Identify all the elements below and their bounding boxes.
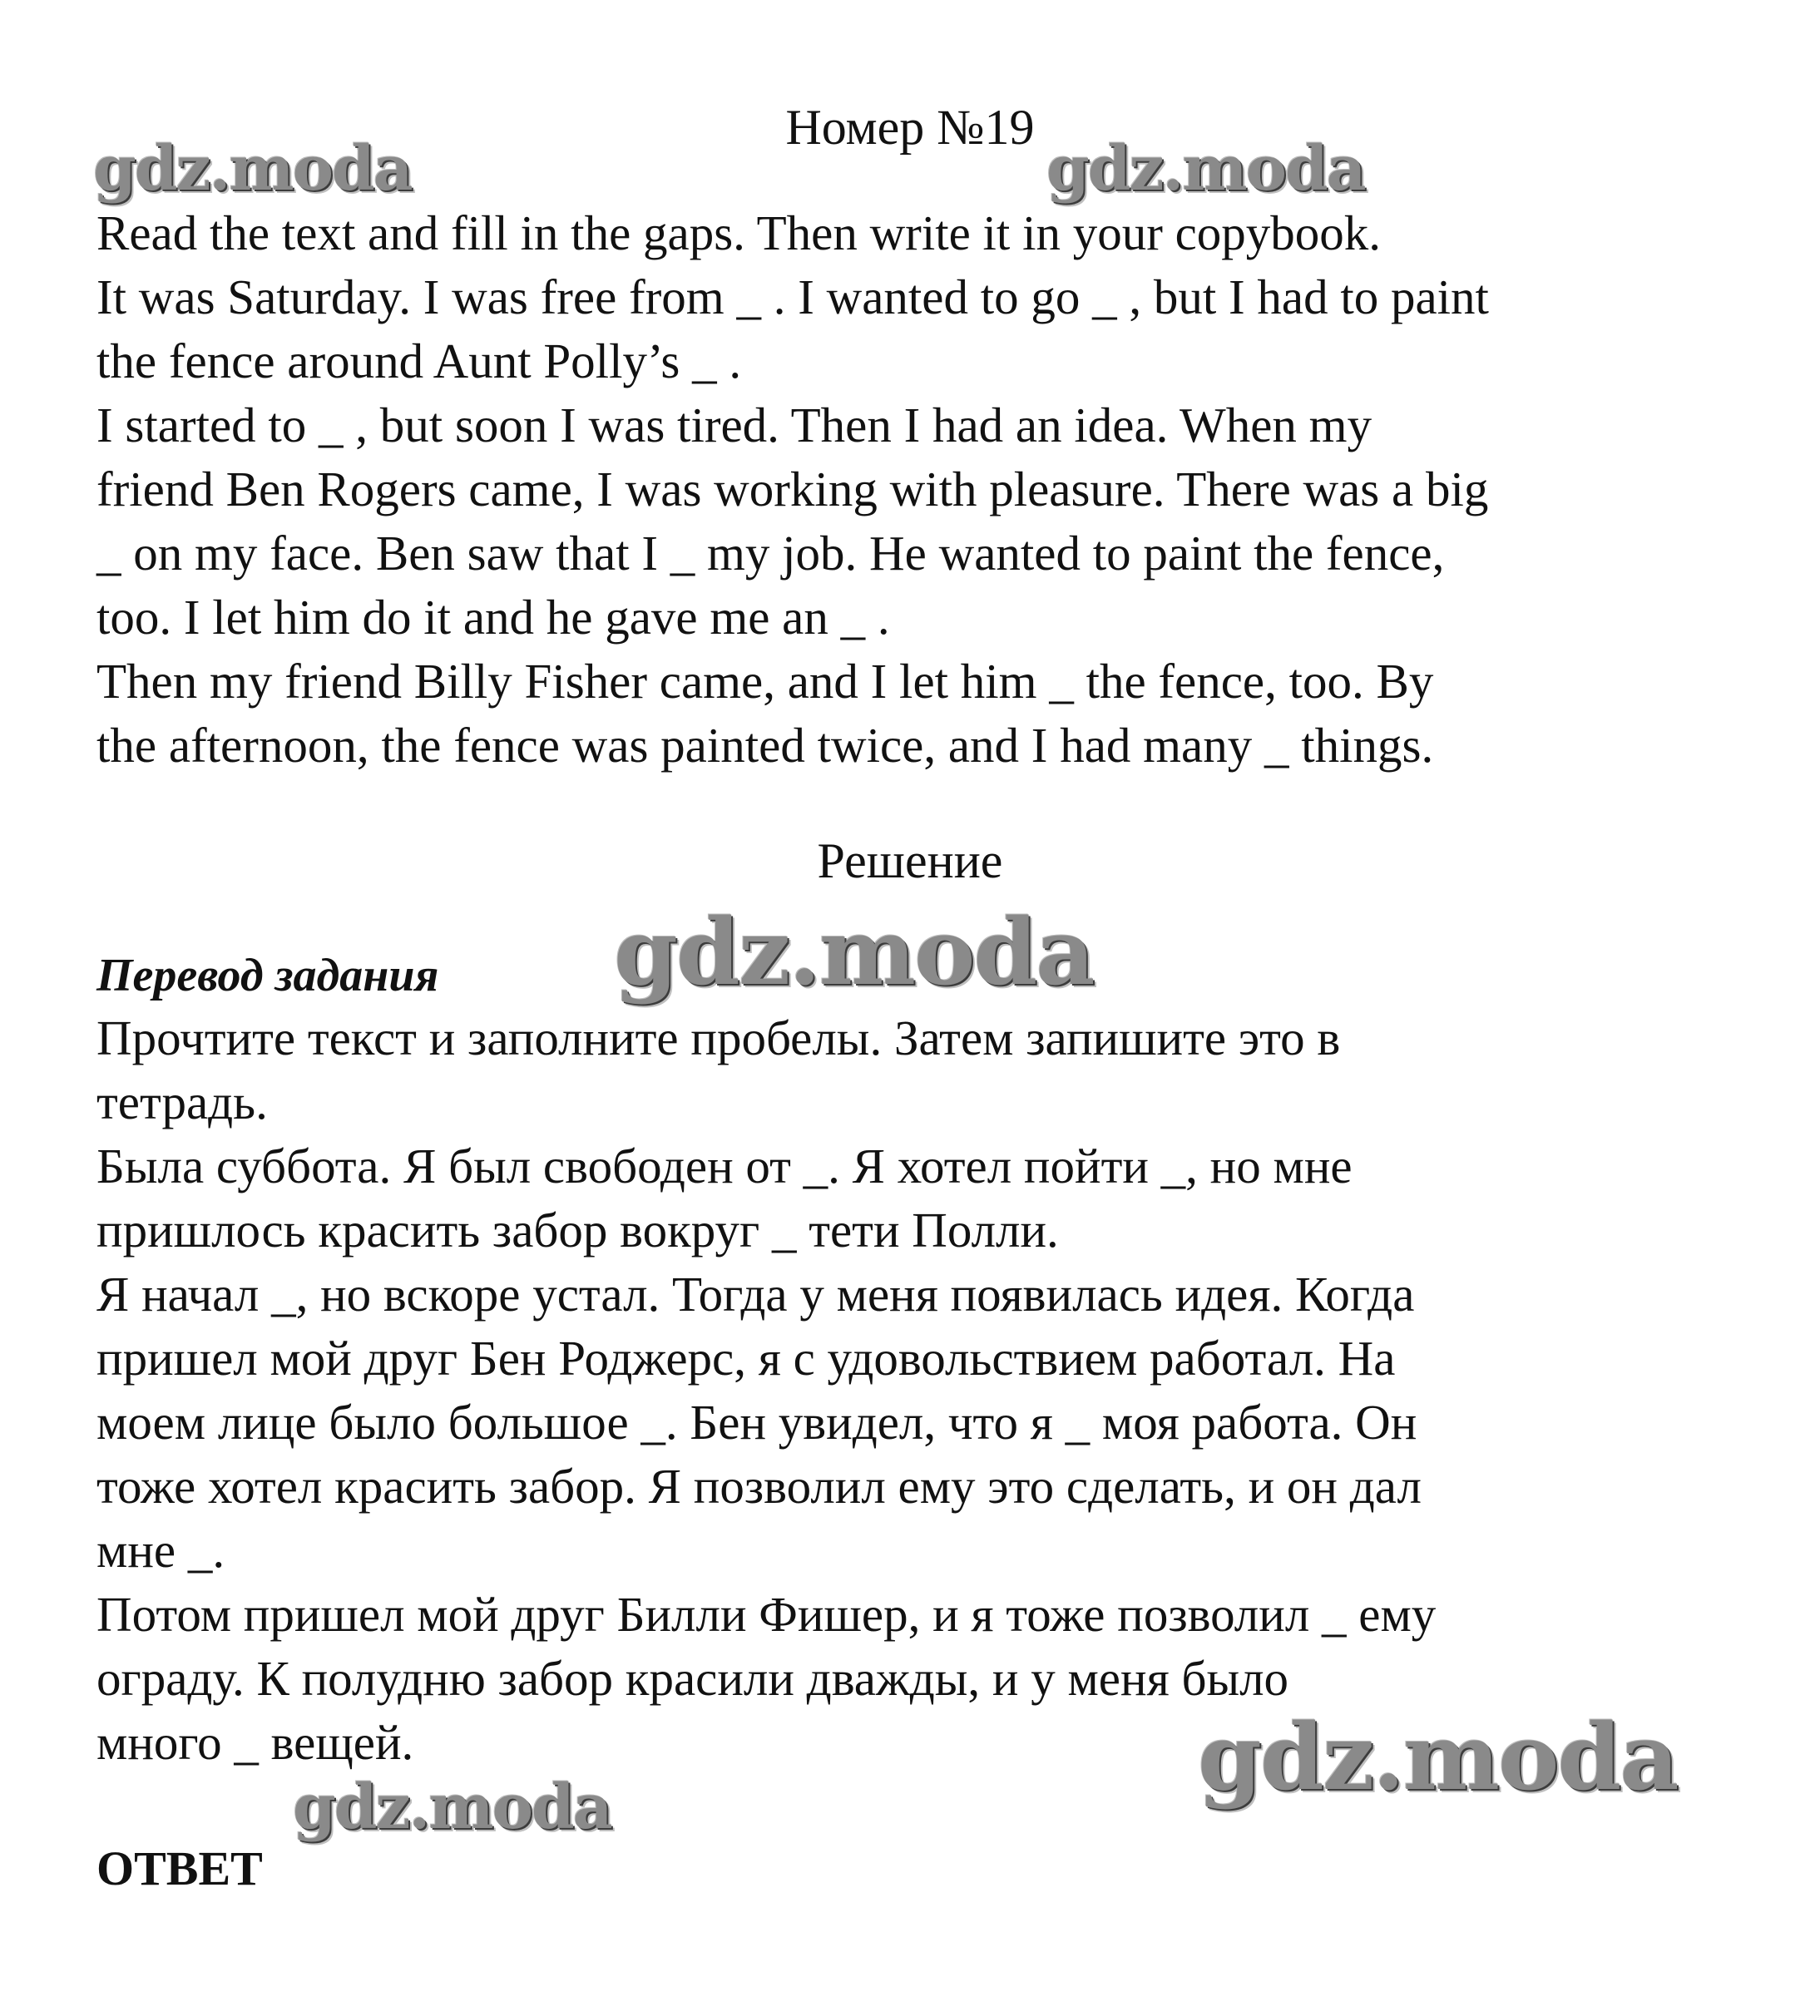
translation-line: мне _. xyxy=(96,1523,225,1578)
task-line: the fence around Aunt Polly’s _ . xyxy=(96,334,742,388)
task-text xyxy=(96,201,1760,778)
watermark-logo: gdz.moda xyxy=(1046,133,1365,205)
translation-line: пришлось красить забор вокруг _ тети Полли. xyxy=(96,1203,1059,1258)
task-line: too. I let him do it and he gave me an _ . xyxy=(96,590,890,645)
solution-heading: Решение xyxy=(817,833,1003,888)
watermark-logo: gdz.moda xyxy=(93,133,412,205)
task-line: Read the text and fill in the gaps. Then write it in your copybook. xyxy=(96,205,1382,260)
translation-line: Я начал _, но вскоре устал. Тогда у меня появилась идея. Когда xyxy=(96,1267,1415,1322)
translation-line: Прочтите текст и заполните пробелы. Затем запишите это в xyxy=(96,1010,1341,1065)
translation-heading: Перевод задания xyxy=(96,950,439,1001)
task-line: _ on my face. Ben saw that I _ my job. He wanted to paint the fence, xyxy=(96,526,1445,581)
watermark-logo: gdz.moda xyxy=(293,1771,611,1843)
translation-text xyxy=(96,1006,1760,1775)
translation-line: пришел мой друг Бен Роджерс, я с удовольствием работал. На xyxy=(96,1331,1396,1386)
answer-heading: ОТВЕТ xyxy=(96,1841,263,1895)
translation-line: много _ вещей. xyxy=(96,1715,414,1770)
page-title: Номер №19 xyxy=(785,100,1035,155)
translation-line: Потом пришел мой друг Билли Фишер, и я тоже позволил _ ему xyxy=(96,1587,1437,1642)
watermark-logo: gdz.moda xyxy=(1198,1703,1678,1811)
task-line: the afternoon, the fence was painted twice, and I had many _ things. xyxy=(96,718,1434,773)
translation-line: ограду. К полудню забор красили дважды, и у меня было xyxy=(96,1651,1289,1706)
translation-line: Была суббота. Я был свободен от _. Я хотел пойти _, но мне xyxy=(96,1139,1353,1193)
translation-line: моем лице было большое _. Бен увидел, что я _ моя работа. Он xyxy=(96,1395,1417,1450)
task-line: Then my friend Billy Fisher came, and I let him _ the fence, too. By xyxy=(96,654,1434,709)
task-line: I started to _ , but soon I was tired. Then I had an idea. When my xyxy=(96,398,1372,452)
translation-line: тетрадь. xyxy=(96,1075,268,1129)
watermark-logo: gdz.moda xyxy=(614,898,1094,1006)
translation-line: тоже хотел красить забор. Я позволил ему это сделать, и он дал xyxy=(96,1459,1422,1514)
task-line: friend Ben Rogers came, I was working with pleasure. There was a big xyxy=(96,462,1489,516)
task-line: It was Saturday. I was free from _ . I wanted to go _ , but I had to paint xyxy=(96,269,1489,324)
